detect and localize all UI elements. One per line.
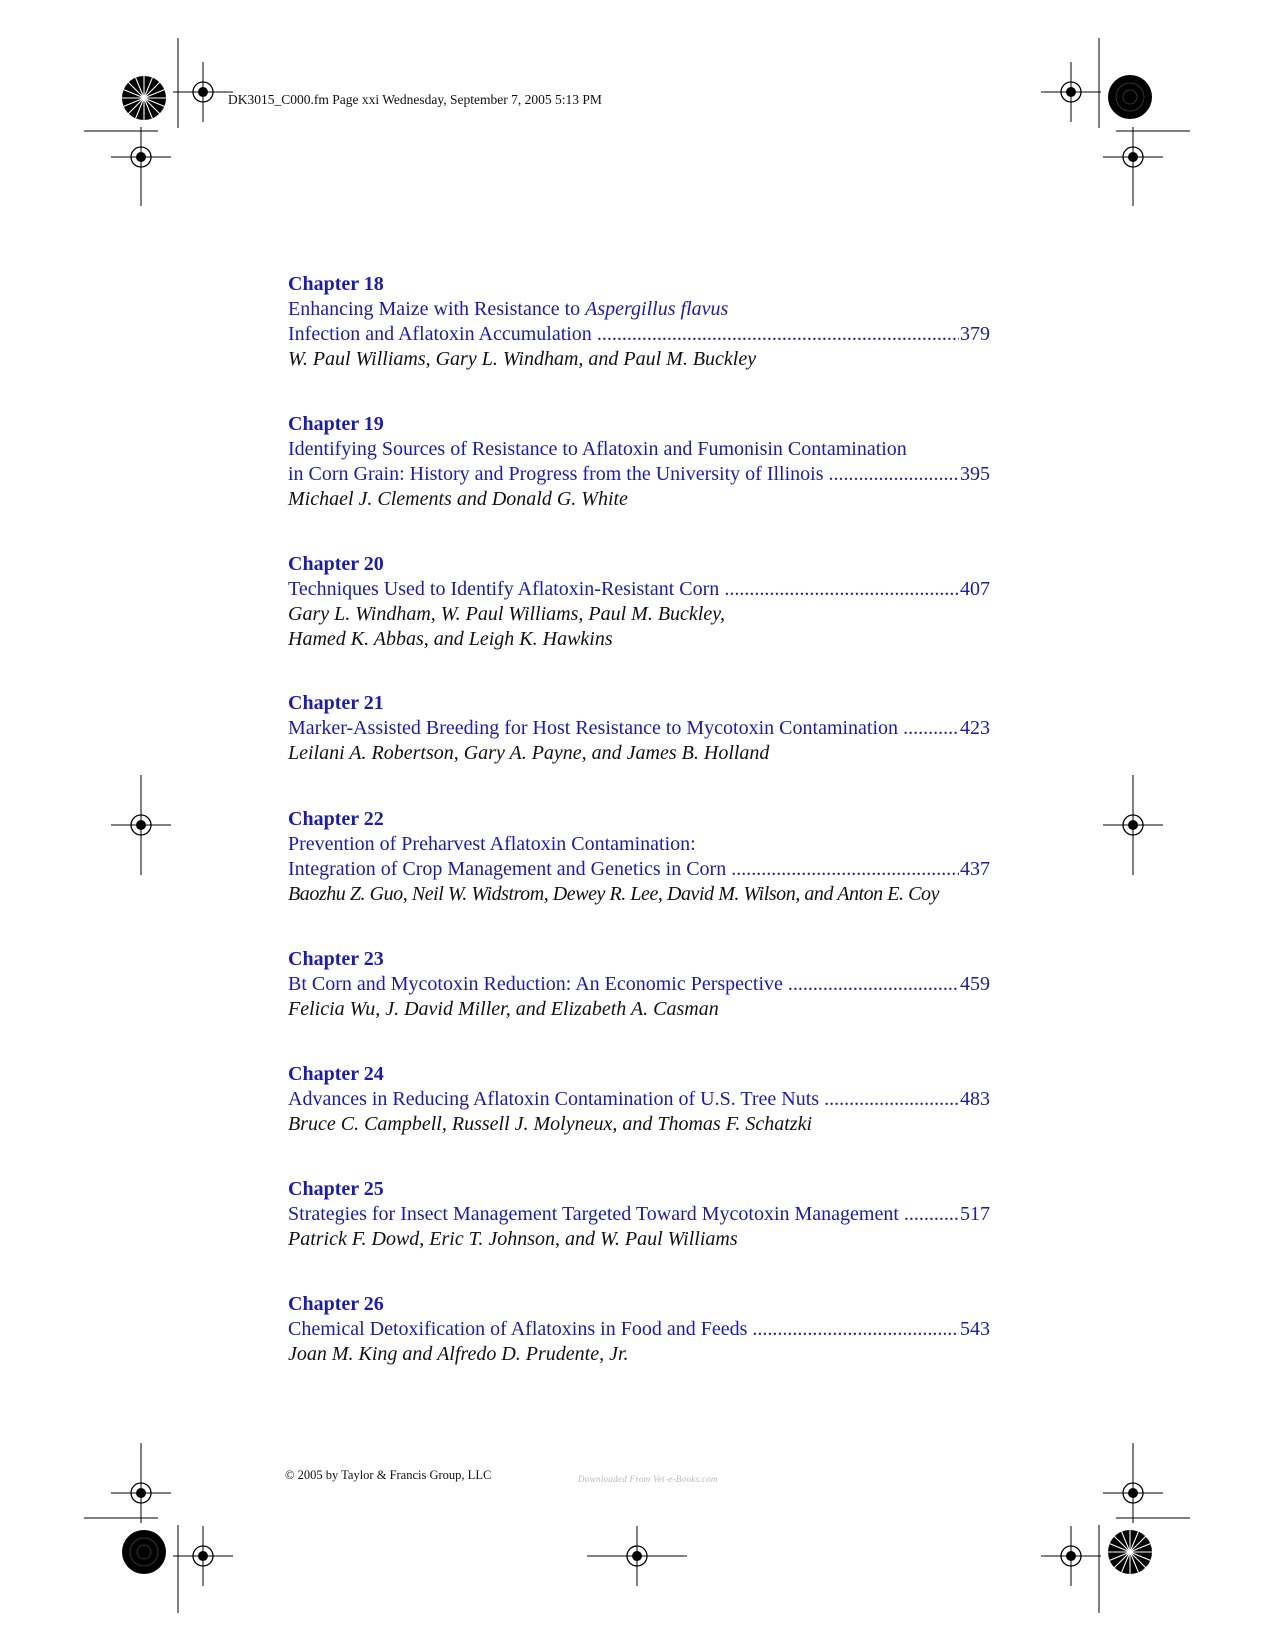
chapter-title-with-page[interactable] — [288, 322, 990, 347]
chapter-authors: Michael J. Clements and Donald G. White — [288, 488, 628, 510]
chapter-authors: Leilani A. Robertson, Gary A. Payne, and James B. Holland — [288, 742, 770, 764]
chapter-title-with-page[interactable] — [288, 462, 990, 487]
chapter-title-text: Techniques Used to Identify Aflatoxin-Resistant Corn — [288, 578, 720, 600]
dot-leader — [824, 1087, 959, 1112]
chapter-label[interactable]: Chapter 24 — [288, 1063, 384, 1085]
chapter-title-text: Integration of Crop Management and Genetics in Corn — [288, 858, 727, 880]
chapter-label[interactable]: Chapter 25 — [288, 1178, 384, 1200]
chapter-title-text: Strategies for Insect Management Targeted Toward Mycotoxin Management — [288, 1203, 899, 1225]
toc-entry-chapter-26 — [288, 1292, 990, 1367]
toc-entry-chapter-22 — [288, 807, 990, 907]
page-number: 459 — [960, 973, 990, 995]
page-number: 407 — [960, 578, 990, 600]
toc-entry-chapter-25 — [288, 1177, 990, 1252]
chapter-label[interactable]: Chapter 22 — [288, 808, 384, 830]
chapter-title-line[interactable]: Prevention of Preharvest Aflatoxin Contamination: — [288, 833, 696, 855]
chapter-title-line[interactable]: Identifying Sources of Resistance to Aflatoxin and Fumonisin Contamination — [288, 438, 907, 460]
toc-entry-chapter-19 — [288, 412, 990, 512]
dot-leader — [724, 577, 959, 602]
chapter-title-with-page[interactable] — [288, 972, 990, 997]
dot-leader — [731, 857, 959, 882]
chapter-title-line[interactable] — [288, 297, 990, 322]
chapter-title-with-page[interactable] — [288, 716, 990, 741]
chapter-authors: Hamed K. Abbas, and Leigh K. Hawkins — [288, 628, 613, 650]
page-number: 483 — [960, 1088, 990, 1110]
chapter-title-text: Infection and Aflatoxin Accumulation — [288, 323, 592, 345]
dot-leader — [597, 322, 959, 347]
chapter-title-with-page[interactable] — [288, 1087, 990, 1112]
page-number: 437 — [960, 858, 990, 880]
chapter-authors: Patrick F. Dowd, Eric T. Johnson, and W. Paul Williams — [288, 1228, 738, 1250]
dot-leader — [904, 1202, 959, 1227]
page-number: 379 — [960, 323, 990, 345]
chapter-label[interactable]: Chapter 23 — [288, 948, 384, 970]
chapter-label[interactable]: Chapter 19 — [288, 413, 384, 435]
chapter-title-with-page[interactable] — [288, 857, 990, 882]
chapter-title-italic-text: Aspergillus flavus — [585, 298, 729, 320]
chapter-authors: Joan M. King and Alfredo D. Prudente, Jr. — [288, 1343, 629, 1365]
chapter-label[interactable]: Chapter 20 — [288, 553, 384, 575]
chapter-label[interactable]: Chapter 18 — [288, 273, 384, 295]
toc-entry-chapter-21 — [288, 691, 990, 766]
toc-entry-chapter-18 — [288, 272, 990, 372]
page-number: 543 — [960, 1318, 990, 1340]
watermark: Downloaded From Vet-e-Books.com — [578, 1474, 718, 1484]
chapter-authors: Felicia Wu, J. David Miller, and Elizabeth A. Casman — [288, 998, 719, 1020]
chapter-authors: Bruce C. Campbell, Russell J. Molyneux, and Thomas F. Schatzki — [288, 1113, 813, 1135]
chapter-title-text: Marker-Assisted Breeding for Host Resistance to Mycotoxin Contamination — [288, 717, 899, 739]
toc-entry-chapter-20 — [288, 552, 990, 652]
chapter-title-with-page[interactable] — [288, 1317, 990, 1342]
toc-entry-chapter-24 — [288, 1062, 990, 1137]
chapter-title-text: Advances in Reducing Aflatoxin Contamination of U.S. Tree Nuts — [288, 1088, 820, 1110]
dot-leader — [752, 1317, 959, 1342]
chapter-authors: Baozhu Z. Guo, Neil W. Widstrom, Dewey R. Lee, David M. Wilson, and Anton E. Coy — [288, 883, 940, 905]
toc-entry-chapter-23 — [288, 947, 990, 1022]
dot-leader — [903, 716, 959, 741]
chapter-title-with-page[interactable] — [288, 577, 990, 602]
copyright-footer: © 2005 by Taylor & Francis Group, LLC — [285, 1468, 492, 1482]
chapter-label[interactable]: Chapter 21 — [288, 692, 384, 714]
chapter-title-with-page[interactable] — [288, 1202, 990, 1227]
dot-leader — [788, 972, 959, 997]
chapter-authors: W. Paul Williams, Gary L. Windham, and Paul M. Buckley — [288, 348, 757, 370]
page-number: 517 — [960, 1203, 990, 1225]
chapter-title-text: Enhancing Maize with Resistance to — [288, 298, 586, 320]
dot-leader — [829, 462, 960, 487]
chapter-label[interactable]: Chapter 26 — [288, 1293, 384, 1315]
page-header: DK3015_C000.fm Page xxi Wednesday, September 7, 2005 5:13 PM — [228, 92, 602, 107]
page-number: 423 — [960, 717, 990, 739]
chapter-title-text: Chemical Detoxification of Aflatoxins in Food and Feeds — [288, 1318, 748, 1340]
chapter-title-text: in Corn Grain: History and Progress from the University of Illinois — [288, 463, 824, 485]
chapter-title-text: Bt Corn and Mycotoxin Reduction: An Economic Perspective — [288, 973, 783, 995]
page-number: 395 — [960, 463, 990, 485]
chapter-authors: Gary L. Windham, W. Paul Williams, Paul M. Buckley, — [288, 603, 726, 625]
